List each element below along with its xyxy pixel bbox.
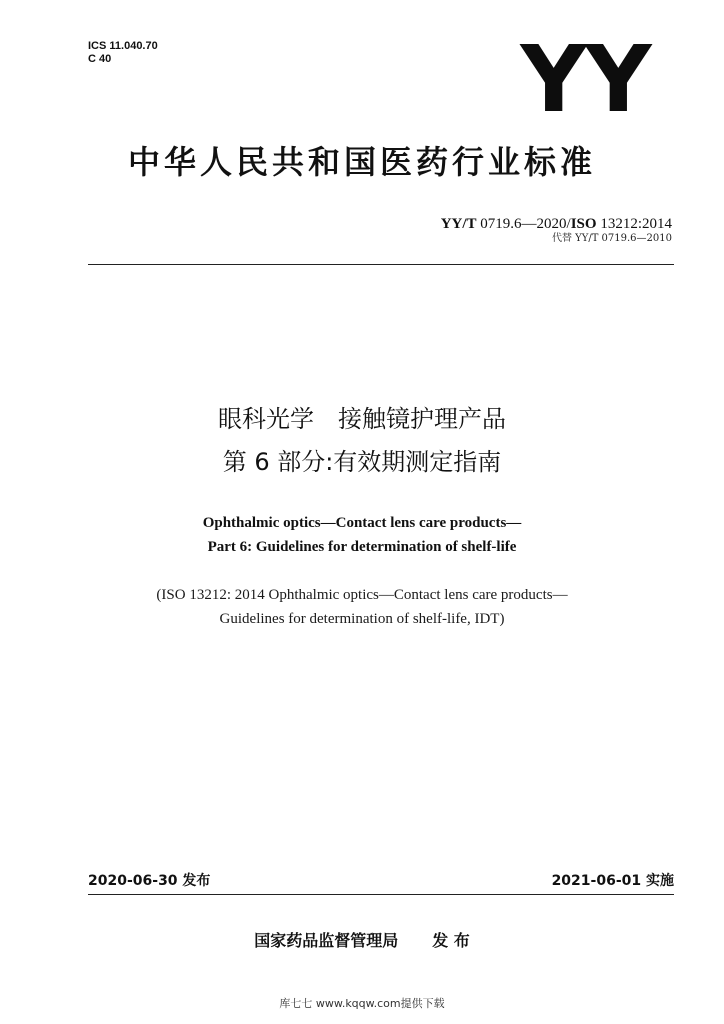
iso-prefix: ISO (570, 216, 597, 232)
ccs-code: C 40 (88, 53, 112, 65)
download-footer: 库七七 www.kqqw.com提供下载 (279, 997, 445, 1010)
replaces-note: 代替 YY/T 0719.6—2010 (551, 233, 672, 244)
publisher-action: 发 布 (432, 931, 470, 950)
standard-number (441, 216, 672, 233)
publisher-name: 国家药品监督管理局 (254, 931, 399, 950)
page-title: 中华人民共和国医药行业标准 (127, 143, 596, 181)
title-cn-line1: 眼科光学 接触镜护理产品 (218, 405, 506, 433)
issue-date: 2020-06-30 发布 (88, 873, 211, 889)
implementation-date: 2021-06-01 实施 (551, 873, 674, 889)
ics-code: ICS 11.040.70 (88, 40, 158, 52)
iso-code: 13212:2014 (596, 216, 672, 232)
title-en-line2: Part 6: Guidelines for determination of shelf-life (207, 539, 517, 555)
title-cn-line2: 第 6 部分:有效期测定指南 (222, 448, 502, 476)
bottom-divider (88, 894, 674, 895)
yy-logo: YY (520, 26, 650, 133)
top-divider (88, 264, 674, 265)
standard-prefix: YY/T (440, 216, 477, 232)
standard-code: 0719.6—2020/ (476, 216, 571, 232)
title-en-line1: Ophthalmic optics—Contact lens care products— (202, 515, 522, 531)
iso-reference-line1: (ISO 13212: 2014 Ophthalmic optics—Contact lens care products— (156, 587, 568, 603)
classification-codes (88, 40, 158, 66)
iso-reference-line2: Guidelines for determination of shelf-life, IDT) (219, 611, 505, 627)
publisher (40, 931, 684, 951)
